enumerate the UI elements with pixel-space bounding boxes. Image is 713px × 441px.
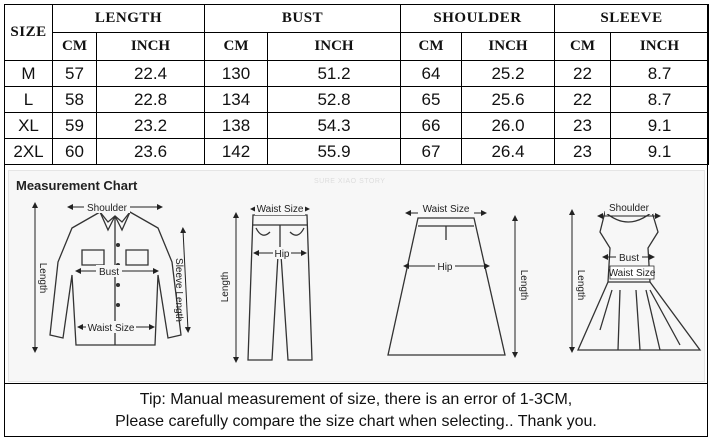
header-bust: BUST (205, 5, 401, 33)
unit-cm: CM (205, 33, 268, 61)
table-cell: 23 (555, 139, 611, 165)
unit-inch: INCH (97, 33, 205, 61)
row-size: M (5, 61, 53, 87)
table-cell: 22.4 (97, 61, 205, 87)
header-length: LENGTH (53, 5, 205, 33)
size-header: SIZE (5, 5, 53, 61)
skirt-illustration (388, 218, 505, 355)
table-cell: 58 (53, 87, 97, 113)
table-cell: 65 (401, 87, 462, 113)
dress-illustration (578, 212, 700, 350)
table-cell: 8.7 (611, 87, 709, 113)
pants-illustration (248, 215, 312, 360)
table-cell: 55.9 (268, 139, 401, 165)
table-cell: 134 (205, 87, 268, 113)
table-cell: 51.2 (268, 61, 401, 87)
table-cell: 25.2 (462, 61, 555, 87)
shirt-shoulder-label: Shoulder (86, 203, 128, 214)
unit-inch: INCH (268, 33, 401, 61)
table-cell: 59 (53, 113, 97, 139)
measurement-chart-title: Measurement Chart (16, 178, 138, 193)
unit-cm: CM (401, 33, 462, 61)
dress-bust-label: Bust (618, 253, 640, 264)
unit-inch: INCH (462, 33, 555, 61)
dress-waist-label: Waist Size (608, 268, 656, 279)
table-cell: 60 (53, 139, 97, 165)
pants-waist-label: Waist Size (256, 204, 304, 215)
skirt-hip-label: Hip (437, 262, 453, 273)
dress-shoulder-label: Shoulder (608, 203, 650, 214)
table-cell: 22 (555, 87, 611, 113)
unit-cm: CM (53, 33, 97, 61)
table-cell: 26.4 (462, 139, 555, 165)
table-cell: 23.6 (97, 139, 205, 165)
table-cell: 26.0 (462, 113, 555, 139)
table-cell: 23.2 (97, 113, 205, 139)
header-shoulder: SHOULDER (401, 5, 555, 33)
table-cell: 9.1 (611, 113, 709, 139)
table-cell: 67 (401, 139, 462, 165)
pants-length-label: Length (220, 271, 231, 303)
table-cell: 66 (401, 113, 462, 139)
tip-note (4, 383, 708, 437)
table-cell: 54.3 (268, 113, 401, 139)
tip-line-2: Please carefully compare the size chart when selecting.. Thank you. (115, 413, 597, 430)
table-cell: 8.7 (611, 61, 709, 87)
shirt-waist-label: Waist Size (87, 323, 135, 334)
row-size: L (5, 87, 53, 113)
table-cell: 57 (53, 61, 97, 87)
header-sleeve: SLEEVE (555, 5, 709, 33)
table-cell: 23 (555, 113, 611, 139)
table-cell: 22.8 (97, 87, 205, 113)
row-size: 2XL (5, 139, 53, 165)
table-cell: 64 (401, 61, 462, 87)
dress-length-label: Length (575, 269, 586, 301)
tip-line-1: Tip: Manual measurement of size, there is an error of 1-3CM, (139, 391, 573, 408)
row-size: XL (5, 113, 53, 139)
pants-hip-label: Hip (274, 249, 290, 260)
table-cell: 9.1 (611, 139, 709, 165)
table-cell: 25.6 (462, 87, 555, 113)
table-cell: 142 (205, 139, 268, 165)
shirt-bust-label: Bust (98, 267, 120, 278)
unit-inch: INCH (611, 33, 709, 61)
skirt-length-label: Length (518, 269, 529, 301)
watermark: SURE XIAO STORY (314, 178, 386, 185)
unit-cm: CM (555, 33, 611, 61)
table-cell: 22 (555, 61, 611, 87)
table-cell: 130 (205, 61, 268, 87)
skirt-waist-label: Waist Size (422, 204, 470, 215)
table-cell: 138 (205, 113, 268, 139)
shirt-sleeve-label: Sleeve Length (173, 258, 184, 322)
shirt-length-label: Length (37, 262, 48, 294)
table-cell: 52.8 (268, 87, 401, 113)
